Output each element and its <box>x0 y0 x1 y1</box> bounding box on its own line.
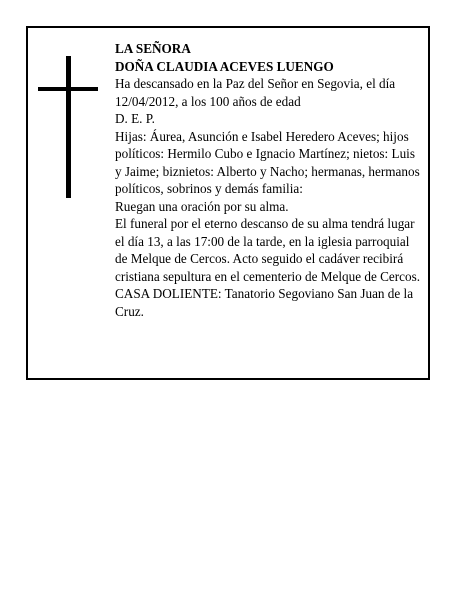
rest-in-peace: D. E. P. <box>115 111 155 126</box>
passing-statement: Ha descansado en la Paz del Señor en Segovia, el día 12/04/2012, a los 100 años de edad <box>115 76 396 109</box>
funeral-home: CASA DOLIENTE: Tanatorio Segoviano San Juan de la Cruz. <box>115 286 414 319</box>
prayer-request: Ruegan una oración por su alma. <box>115 198 289 214</box>
deceased-name: DOÑA CLAUDIA ACEVES LUENGO <box>115 58 334 74</box>
funeral-details: El funeral por el eterno descanso de su alma tendrá lugar el día 13, a las 17:00 de la tarde, en la iglesia parroquial de Melque de Cercos. Acto seguido el cadáver recibirá cristiana sepultura en el cementerio de Melque de Cercos. <box>115 216 421 284</box>
cross-vertical-bar <box>66 56 71 198</box>
family-list: Hijas: Áurea, Asunción e Isabel Heredero Aceves; hijos políticos: Hermilo Cubo e Ignacio Martínez; nietos: Luis y Jaime; biznietos: Alberto y Nacho; hermanas, hermanos políticos, sobrinos y demás familia: <box>115 128 420 196</box>
cross-horizontal-bar <box>38 87 98 91</box>
obituary-notice <box>26 26 430 380</box>
obituary-text <box>115 40 421 320</box>
notice-title-line-1: LA SEÑORA <box>115 41 191 56</box>
